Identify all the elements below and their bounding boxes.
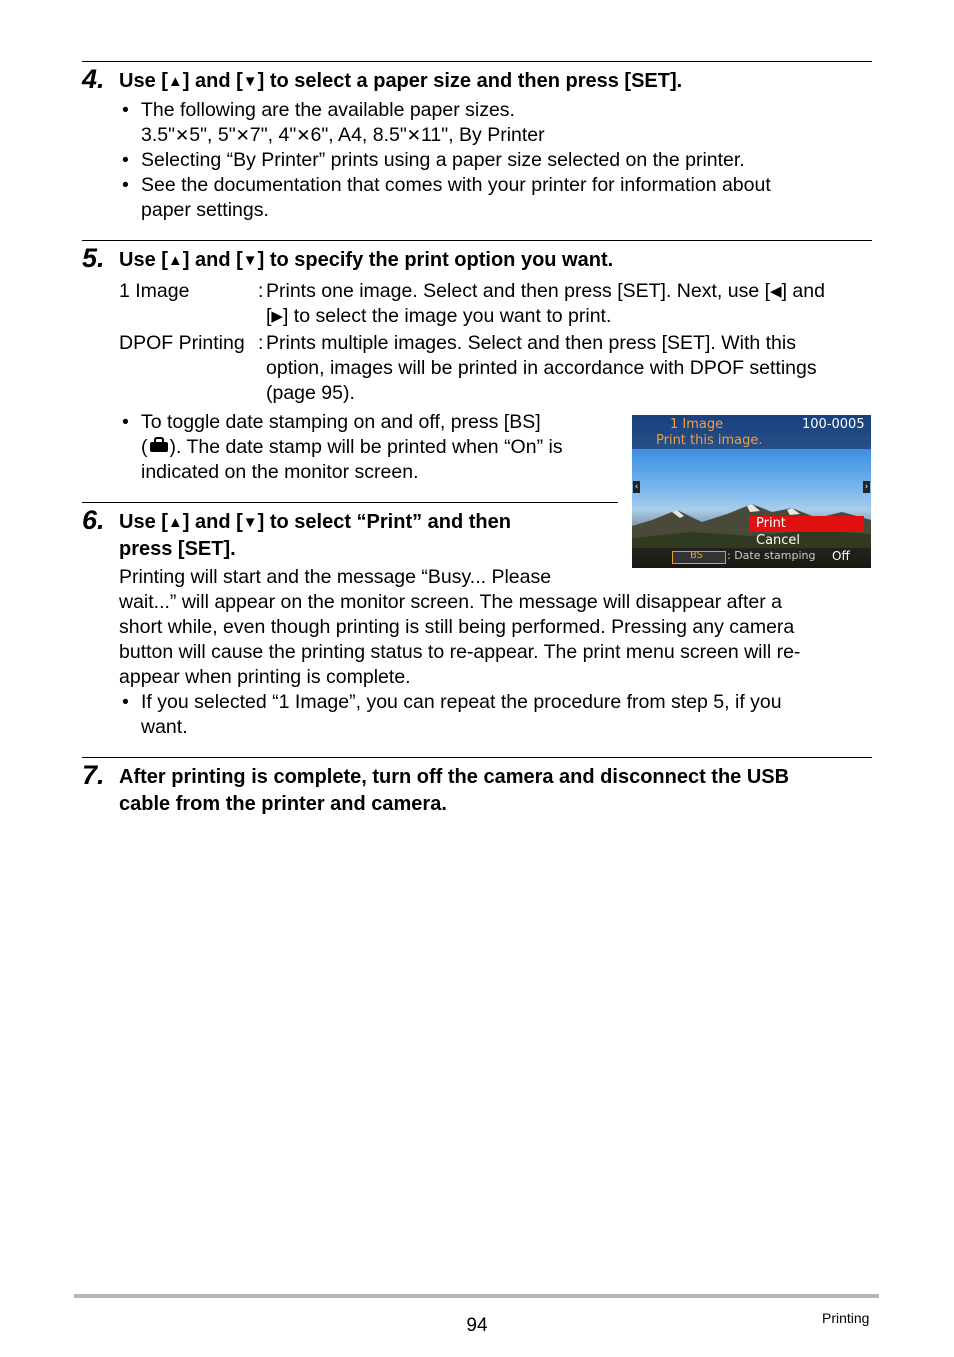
left-arrow-icon: ◀ bbox=[770, 283, 782, 300]
camera-print-screen bbox=[632, 415, 871, 568]
step4-bullet3-line1: See the documentation that comes with your printer for information about bbox=[141, 174, 771, 196]
option-dpof-label: DPOF Printing bbox=[119, 332, 245, 354]
times-icon: ✕ bbox=[235, 126, 250, 145]
down-arrow-icon: ▼ bbox=[242, 252, 258, 269]
step6-bullet-line1: If you selected “1 Image”, you can repeat the procedure from step 5, if you bbox=[141, 691, 782, 713]
step4-paper-sizes: 3.5"✕5", 5"✕7", 4"✕6", A4, 8.5"✕11", By Printer bbox=[141, 124, 545, 146]
right-arrow-icon: ▶ bbox=[271, 308, 283, 325]
step7-rule bbox=[82, 757, 872, 758]
menu-print: Print bbox=[756, 516, 786, 531]
page-number: 94 bbox=[466, 1315, 488, 1336]
step5-title: Use [▲] and [▼] to specify the print option you want. bbox=[119, 249, 614, 271]
bullet-icon: • bbox=[122, 99, 129, 121]
left-nav-arrow-icon: ‹ bbox=[634, 482, 639, 492]
step6-bullet-line2: want. bbox=[141, 716, 188, 738]
step6-para-line5: appear when printing is complete. bbox=[119, 666, 411, 688]
bullet-icon: • bbox=[122, 174, 129, 196]
step7-number: 7. bbox=[82, 760, 105, 790]
step6-para-line1: Printing will start and the message “Busy... Please bbox=[119, 566, 552, 588]
down-arrow-icon: ▼ bbox=[242, 514, 258, 531]
up-arrow-icon: ▲ bbox=[167, 514, 183, 531]
option-dpof-desc-line1: Prints multiple images. Select and then press [SET]. With this bbox=[266, 332, 796, 354]
times-icon: ✕ bbox=[296, 126, 311, 145]
step4-bullet3-line2: paper settings. bbox=[141, 199, 269, 221]
step4-rule bbox=[82, 61, 872, 62]
bullet-icon: • bbox=[122, 411, 129, 433]
step6-para-line3: short while, even though printing is still being performed. Pressing any camera bbox=[119, 616, 795, 638]
step6-title-line2: press [SET]. bbox=[119, 538, 236, 560]
bullet-icon: • bbox=[122, 149, 129, 171]
option-1-image-desc-line1: Prints one image. Select and then press [SET]. Next, use [◀] and bbox=[266, 280, 825, 302]
date-stamping-label: : Date stamping bbox=[727, 549, 816, 562]
section-name: Printing bbox=[822, 1310, 870, 1326]
option-dpof-desc-line2: option, images will be printed in accordance with DPOF settings bbox=[266, 357, 817, 379]
up-arrow-icon: ▲ bbox=[167, 252, 183, 269]
times-icon: ✕ bbox=[406, 126, 422, 145]
down-arrow-icon: ▼ bbox=[242, 73, 258, 90]
up-arrow-icon: ▲ bbox=[167, 73, 183, 90]
step7-title-line2: cable from the printer and camera. bbox=[119, 793, 447, 815]
bs-button-icon bbox=[149, 435, 169, 460]
option-colon: : bbox=[258, 280, 264, 302]
step5-bullet-line1: To toggle date stamping on and off, press [BS] bbox=[141, 411, 541, 433]
step6-rule bbox=[82, 502, 618, 503]
step6-para-line2: wait...” will appear on the monitor screen. The message will disappear after a bbox=[119, 591, 782, 613]
screen-mode-label: 1 Image bbox=[670, 417, 724, 432]
step6-number: 6. bbox=[82, 505, 105, 535]
option-1-image-label: 1 Image bbox=[119, 280, 190, 302]
date-stamping-value: Off bbox=[832, 549, 850, 563]
step5-bullet-line3: indicated on the monitor screen. bbox=[141, 461, 419, 483]
step5-bullet-line2: ( ). The date stamp will be printed when “On” is bbox=[141, 435, 563, 460]
step4-bullet2: Selecting “By Printer” prints using a paper size selected on the printer. bbox=[141, 149, 745, 171]
bullet-icon: • bbox=[122, 691, 129, 713]
option-1-image-desc-line2: [▶] to select the image you want to print. bbox=[266, 305, 612, 327]
step5-rule bbox=[82, 240, 872, 241]
option-dpof-desc-line3: (page 95). bbox=[266, 382, 355, 404]
step7-title-line1: After printing is complete, turn off the camera and disconnect the USB bbox=[119, 766, 790, 788]
step4-number: 4. bbox=[82, 64, 105, 94]
screen-file-number: 100-0005 bbox=[802, 417, 865, 432]
bs-key-label: BS bbox=[690, 550, 704, 561]
screen-prompt: Print this image. bbox=[656, 433, 763, 448]
step5-number: 5. bbox=[82, 243, 105, 273]
step4-bullet1-line1: The following are the available paper sizes. bbox=[141, 99, 515, 121]
times-icon: ✕ bbox=[175, 126, 190, 145]
right-nav-arrow-icon: › bbox=[864, 482, 869, 492]
step6-para-line4: button will cause the printing status to re-appear. The print menu screen will re- bbox=[119, 641, 801, 663]
step4-title: Use [▲] and [▼] to select a paper size and then press [SET]. bbox=[119, 70, 683, 92]
step6-title-line1: Use [▲] and [▼] to select “Print” and then bbox=[119, 511, 511, 533]
footer-rule bbox=[74, 1294, 879, 1298]
menu-cancel: Cancel bbox=[756, 533, 801, 548]
option-colon: : bbox=[258, 332, 264, 354]
